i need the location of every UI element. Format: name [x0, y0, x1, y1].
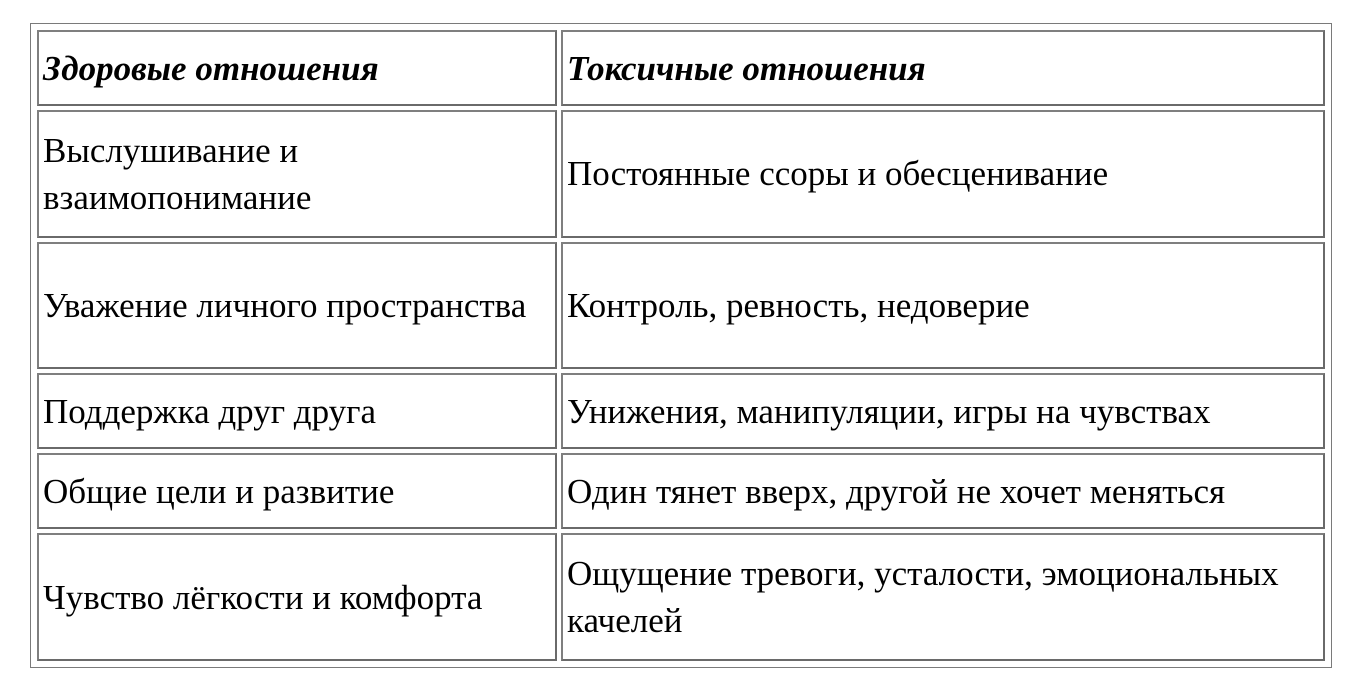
- cell-toxic: Один тянет вверх, другой не хочет меняться: [561, 453, 1325, 529]
- comparison-table: [33, 26, 1329, 665]
- table-row: [37, 453, 1325, 529]
- cell-toxic: Унижения, манипуляции, игры на чувствах: [561, 373, 1325, 449]
- header-healthy: Здоровые отношения: [37, 30, 557, 106]
- cell-toxic: Ощущение тревоги, усталости, эмоциональных качелей: [561, 533, 1325, 661]
- cell-healthy: Общие цели и развитие: [37, 453, 557, 529]
- table-row: [37, 533, 1325, 661]
- comparison-table-frame: [30, 23, 1332, 668]
- cell-healthy: Уважение личного пространства: [37, 242, 557, 370]
- cell-healthy: Чувство лёгкости и комфорта: [37, 533, 557, 661]
- cell-toxic: Постоянные ссоры и обесценивание: [561, 110, 1325, 238]
- table-row: [37, 110, 1325, 238]
- cell-healthy: Поддержка друг друга: [37, 373, 557, 449]
- header-toxic: Токсичные отношения: [561, 30, 1325, 106]
- table-row: [37, 242, 1325, 370]
- table-header-row: [37, 30, 1325, 106]
- cell-toxic: Контроль, ревность, недоверие: [561, 242, 1325, 370]
- cell-healthy: Выслушивание и взаимопонимание: [37, 110, 557, 238]
- table-row: [37, 373, 1325, 449]
